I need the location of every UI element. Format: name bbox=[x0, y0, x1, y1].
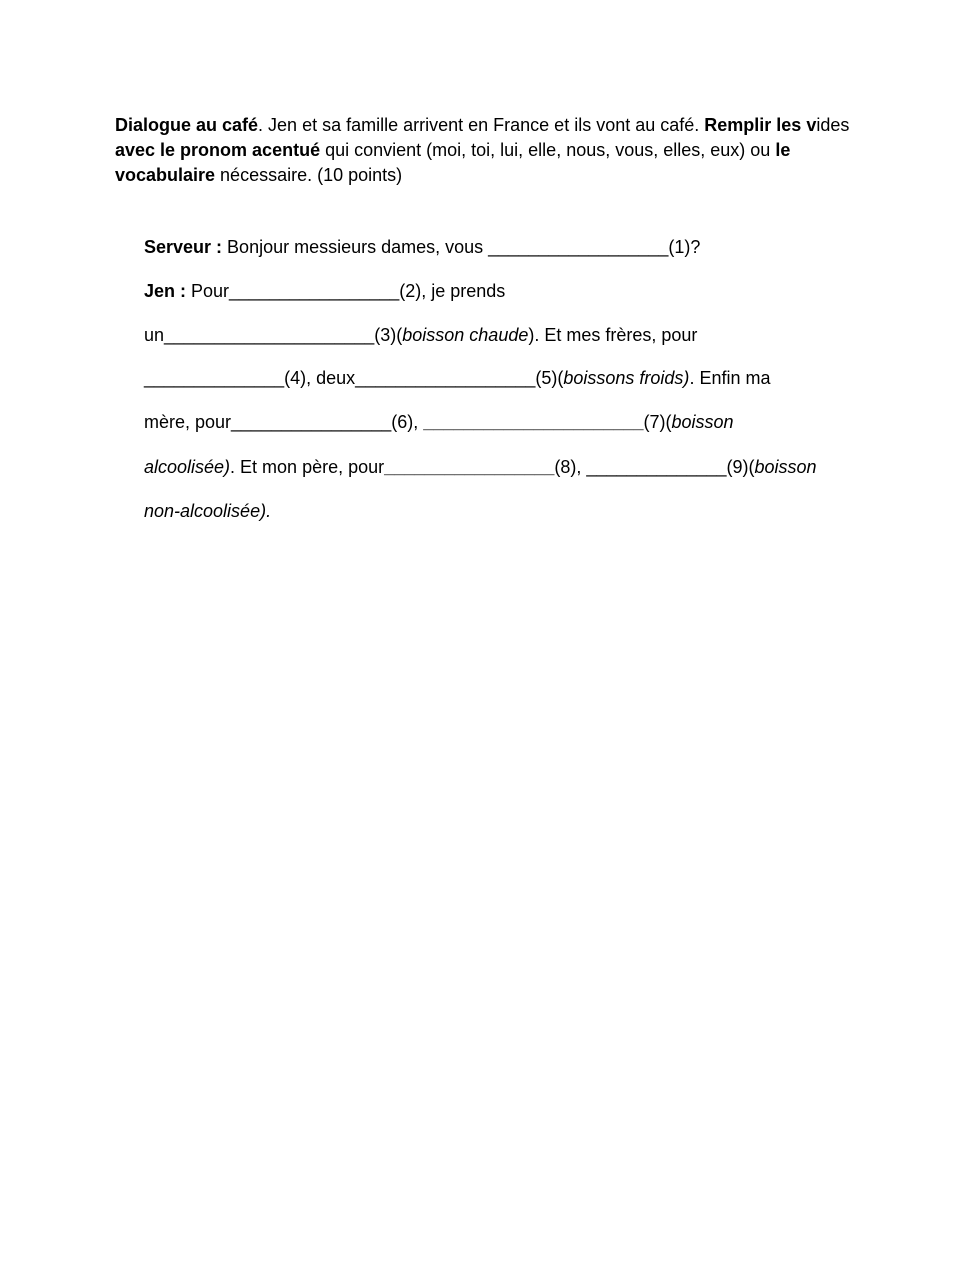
line-5-text-a: mère, pour________________(6), bbox=[144, 412, 424, 432]
line-2-text: Pour_________________(2), je prends bbox=[186, 281, 506, 301]
instructions-bold-avec: avec le pronom acentué bbox=[115, 140, 321, 160]
instructions-intro: . Jen et sa famille arrivent en France et ils vont au café. bbox=[258, 115, 705, 135]
instructions-paragraph bbox=[115, 113, 875, 188]
line-6-text-a: . Et mon père, pour bbox=[230, 457, 385, 477]
dialogue-line-2 bbox=[144, 280, 505, 302]
speaker-serveur: Serveur : bbox=[144, 237, 223, 257]
line-6-hint-2: boisson bbox=[754, 457, 817, 477]
dialogue-line-7 bbox=[144, 500, 271, 522]
line-5-hint: boisson bbox=[671, 412, 734, 432]
line-5-text-b: (7)( bbox=[643, 412, 672, 432]
instructions-qui-convient: qui convient (moi, toi, lui, elle, nous, vous, elles, eux) ou bbox=[320, 140, 776, 160]
line-3-text-a: un_____________________(3)( bbox=[144, 325, 403, 345]
line-4-text-a: ______________(4), deux__________________(5)( bbox=[144, 368, 564, 388]
line-4-hint: boissons froids) bbox=[563, 368, 690, 388]
instructions-bold-remplir: Remplir les bbox=[704, 115, 802, 135]
exercise-title: Dialogue au café bbox=[115, 115, 259, 135]
dialogue-line-3 bbox=[144, 324, 697, 346]
dialogue-line-1 bbox=[144, 236, 700, 258]
line-6-bold-blank: _________________ bbox=[384, 457, 555, 477]
line-7-hint: non-alcoolisée). bbox=[144, 501, 272, 521]
line-4-text-b: . Enfin ma bbox=[689, 368, 771, 388]
dialogue-line-4 bbox=[144, 367, 770, 389]
line-3-text-b: ). Et mes frères, pour bbox=[528, 325, 698, 345]
instructions-bold-v: v bbox=[806, 115, 817, 135]
line-3-hint: boisson chaude bbox=[402, 325, 529, 345]
speaker-jen: Jen : bbox=[144, 281, 187, 301]
line-5-bold-blank: ______________________ bbox=[423, 412, 644, 432]
dialogue-line-6 bbox=[144, 456, 817, 478]
dialogue-line-5 bbox=[144, 411, 734, 433]
instructions-ides: ides bbox=[816, 115, 850, 135]
instructions-bold-vocab: le vocabulaire bbox=[115, 140, 791, 185]
line-6-text-b: (8), ______________(9)( bbox=[554, 457, 755, 477]
line-6-hint: alcoolisée) bbox=[144, 457, 231, 477]
instructions-tail: nécessaire. (10 points) bbox=[215, 165, 403, 185]
line-1-text: Bonjour messieurs dames, vous __________________(1)? bbox=[222, 237, 701, 257]
